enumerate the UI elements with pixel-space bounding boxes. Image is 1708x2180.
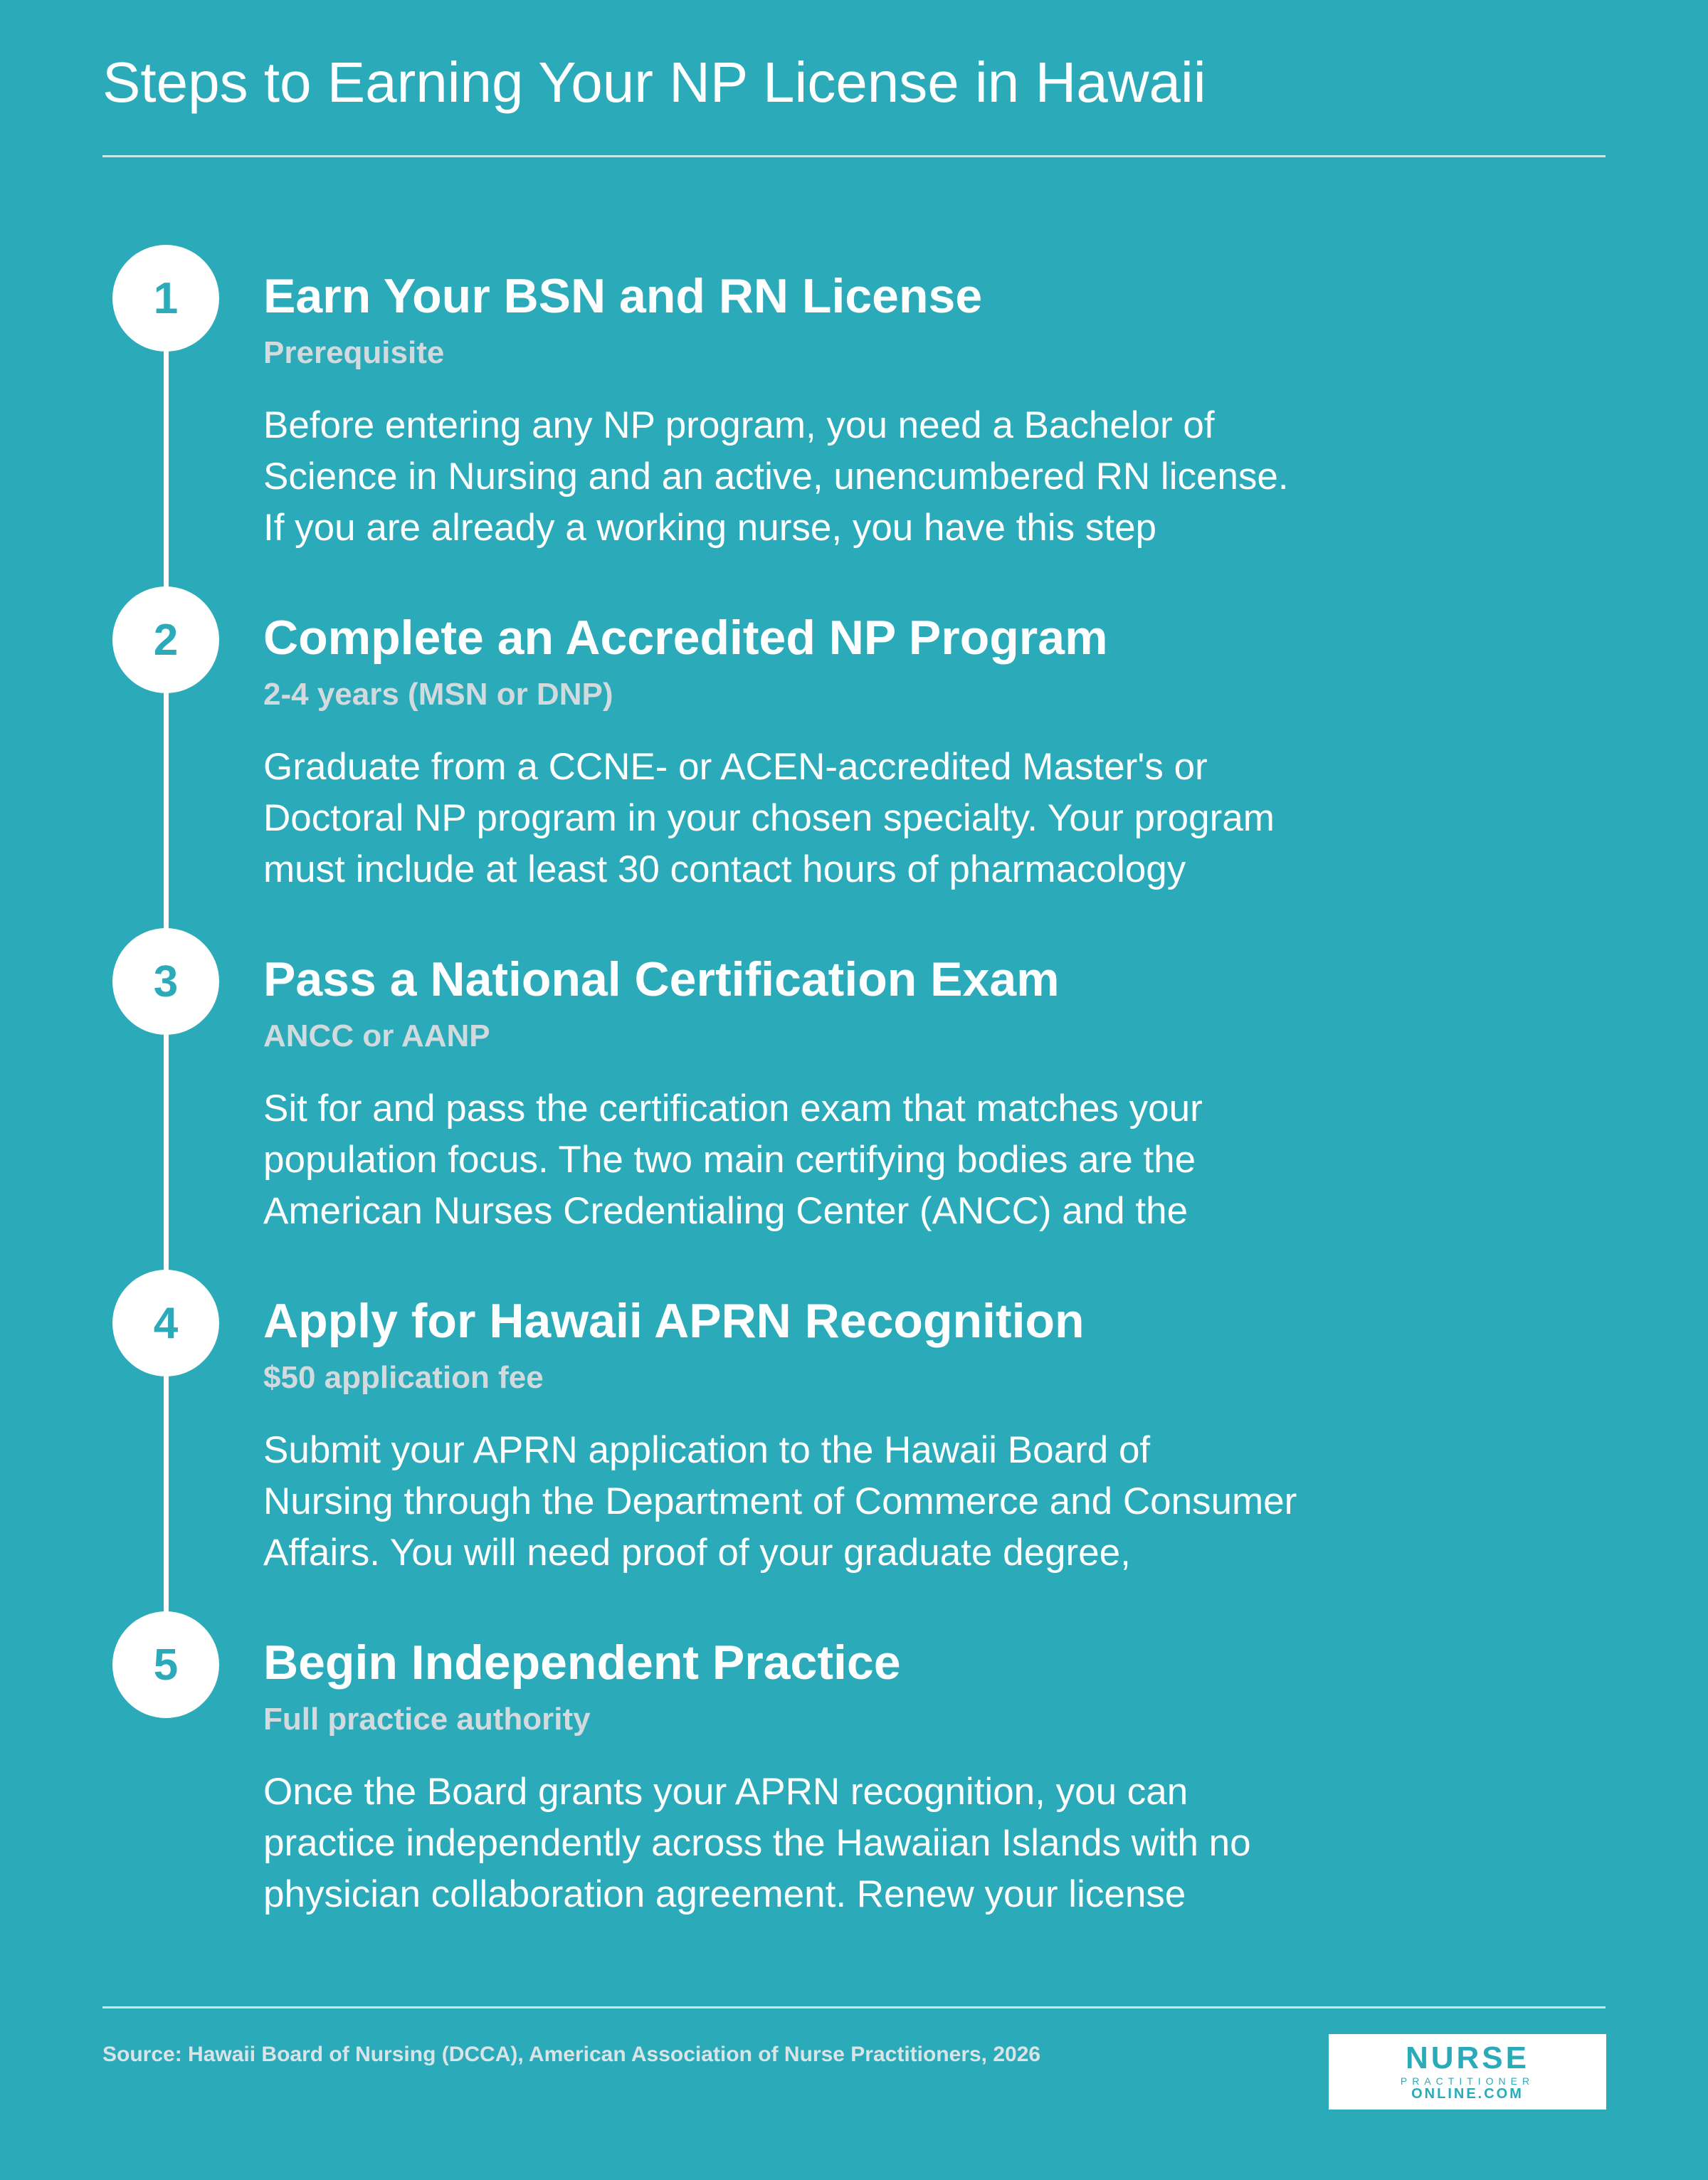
step-description-line: Sit for and pass the certification exam that matches your xyxy=(263,1088,1203,1130)
step-description-line: physician collaboration agreement. Renew your license xyxy=(263,1873,1186,1915)
step-2 xyxy=(263,609,1473,895)
step-title: Pass a National Certification Exam xyxy=(263,952,1060,1006)
step-title: Earn Your BSN and RN License xyxy=(263,269,983,323)
step-3 xyxy=(263,951,1473,1237)
step-subtitle: 2-4 years (MSN or DNP) xyxy=(263,677,613,712)
source-citation: Source: Hawaii Board of Nursing (DCCA), American Association of Nurse Practitioners, 2026 xyxy=(102,2043,1041,2066)
step-description xyxy=(263,742,1402,895)
step-number-badge-4: 4 xyxy=(112,1270,219,1376)
step-number-badge-1: 1 xyxy=(112,245,219,352)
step-description-line: Graduate from a CCNE- or ACEN-accredited Master's or xyxy=(263,746,1208,788)
step-description-line: Doctoral NP program in your chosen specialty. Your program xyxy=(263,797,1275,839)
step-subtitle: Prerequisite xyxy=(263,335,445,370)
step-description-line: If you are already a working nurse, you have this step xyxy=(263,507,1157,549)
logo-subtitle: PRACTITIONER xyxy=(1400,2075,1535,2087)
step-description-line: Nursing through the Department of Commerce and Consumer xyxy=(263,1480,1297,1522)
logo-wordmark: NURSE xyxy=(1405,2041,1530,2075)
step-description-line: Submit your APRN application to the Hawaii Board of xyxy=(263,1429,1151,1471)
footer-divider xyxy=(102,2006,1606,2008)
step-subtitle: Full practice authority xyxy=(263,1702,591,1737)
logo-domain: ONLINE.COM xyxy=(1411,2086,1524,2102)
step-subtitle: $50 application fee xyxy=(263,1360,544,1395)
step-description-line: Before entering any NP program, you need a Bachelor of xyxy=(263,404,1215,446)
step-description-line: Once the Board grants your APRN recognition, you can xyxy=(263,1771,1188,1813)
step-description-line: must include at least 30 contact hours of pharmacology xyxy=(263,848,1186,890)
step-description-line: Science in Nursing and an active, unencumbered RN license. xyxy=(263,456,1289,497)
step-5 xyxy=(263,1634,1473,1920)
step-description-line: practice independently across the Hawaiian Islands with no xyxy=(263,1822,1251,1864)
step-description-line: population focus. The two main certifying bodies are the xyxy=(263,1139,1196,1181)
step-number-badge-2: 2 xyxy=(112,586,219,693)
step-description xyxy=(263,1425,1402,1579)
step-description xyxy=(263,400,1402,554)
step-number-badge-5: 5 xyxy=(112,1611,219,1718)
step-title: Begin Independent Practice xyxy=(263,1636,901,1690)
step-title: Apply for Hawaii APRN Recognition xyxy=(263,1294,1085,1348)
step-subtitle: ANCC or AANP xyxy=(263,1018,490,1053)
step-4 xyxy=(263,1292,1473,1579)
step-number-badge-3: 3 xyxy=(112,928,219,1035)
step-title: Complete an Accredited NP Program xyxy=(263,611,1108,665)
step-description xyxy=(263,1083,1402,1237)
step-description xyxy=(263,1766,1402,1920)
step-description-line: American Nurses Credentialing Center (ANCC) and the xyxy=(263,1190,1188,1232)
nurse-practitioner-online-logo[interactable] xyxy=(1329,2034,1606,2110)
step-description-line: Affairs. You will need proof of your graduate degree, xyxy=(263,1532,1131,1574)
page-title: Steps to Earning Your NP License in Hawaii xyxy=(102,51,1206,114)
step-1 xyxy=(263,268,1473,554)
header-divider xyxy=(102,155,1606,157)
